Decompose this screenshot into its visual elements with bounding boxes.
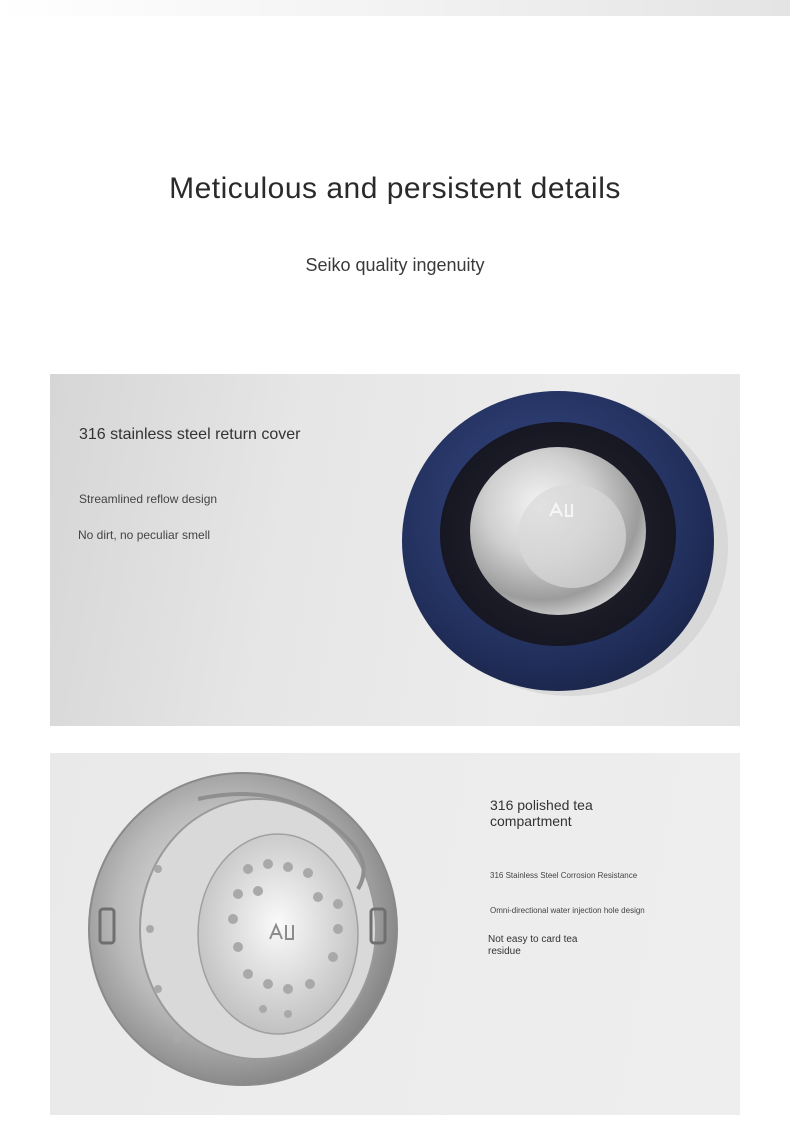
tea-compartment-panel bbox=[50, 753, 740, 1115]
return-cover-heading: 316 stainless steel return cover bbox=[79, 426, 301, 443]
tea-compartment-feature: Not easy to card tea residue bbox=[488, 934, 578, 957]
page-title: Meticulous and persistent details bbox=[169, 172, 621, 205]
tea-basket-image bbox=[88, 769, 398, 1089]
return-cover-feature: No dirt, no peculiar smell bbox=[78, 528, 211, 542]
lid-image bbox=[400, 386, 730, 696]
top-divider-strip bbox=[0, 0, 790, 16]
lid-steel-highlight bbox=[518, 484, 626, 588]
tea-compartment-feature: 316 Stainless Steel Corrosion Resistance bbox=[490, 871, 638, 880]
return-cover-panel bbox=[50, 374, 740, 726]
return-cover-feature: Streamlined reflow design bbox=[79, 492, 218, 506]
tea-compartment-heading: 316 polished tea compartment bbox=[490, 797, 593, 829]
page-subtitle: Seiko quality ingenuity bbox=[305, 255, 485, 275]
tea-compartment-feature: Omni-directional water injection hole design bbox=[490, 906, 645, 915]
